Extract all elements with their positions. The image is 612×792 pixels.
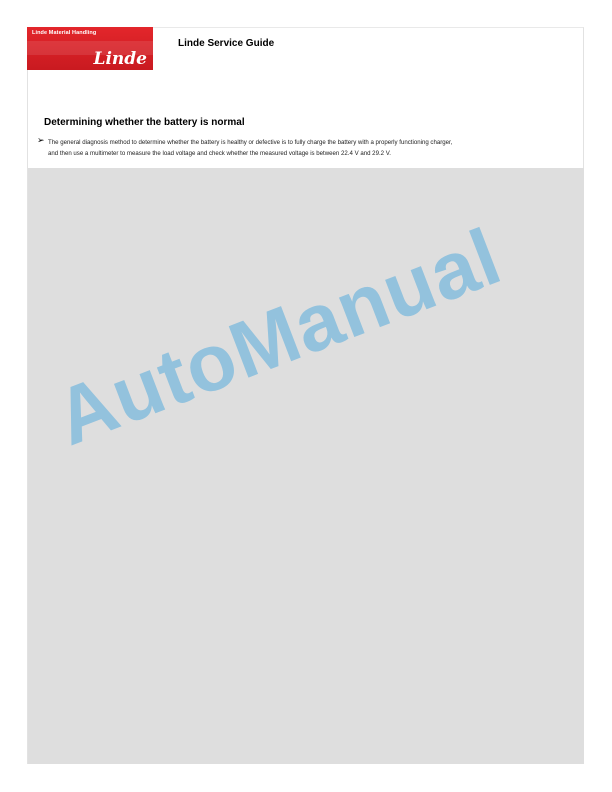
linde-logo: [27, 27, 153, 70]
page-header-title: Linde Service Guide: [178, 38, 275, 49]
bullet-text: [48, 137, 573, 159]
watermark: AutoManual: [43, 211, 513, 463]
bullet-line-1: The general diagnosis method to determine whether the battery is healthy or defective is to fully charge the battery with a properly functioning charger,: [48, 139, 453, 146]
bullet-line-2: and then use a multimeter to measure the load voltage and check whether the measured voltage is between 22.4 V and 29.2 V.: [48, 150, 391, 157]
section-title: Determining whether the battery is normal: [44, 117, 245, 128]
logo-wordmark: Linde: [93, 49, 147, 69]
content-placeholder-area: [28, 168, 584, 764]
arrow-bullet-icon: ➢: [37, 136, 45, 146]
logo-tagline: Linde Material Handling: [32, 30, 97, 36]
